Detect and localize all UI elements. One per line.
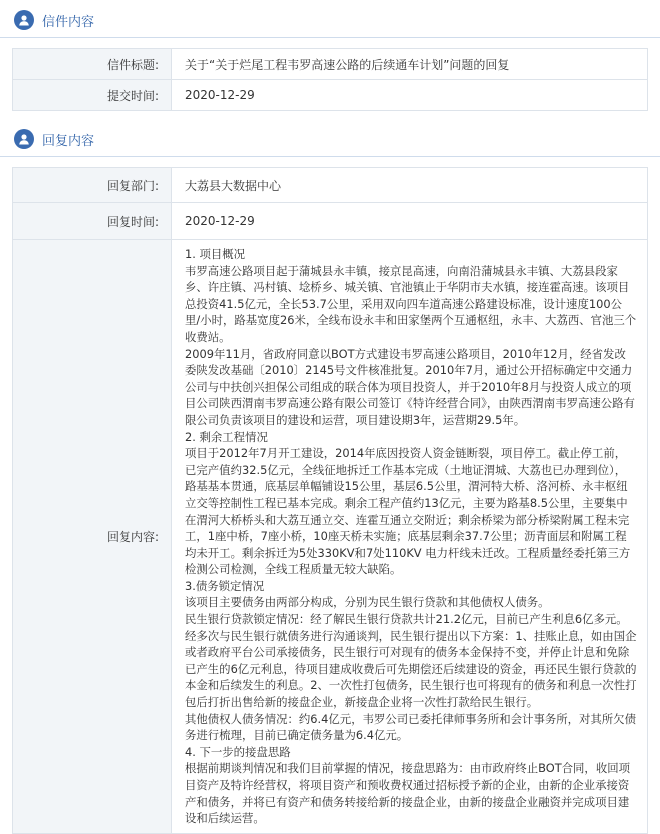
reply-content — [172, 240, 648, 834]
table-row — [13, 203, 648, 240]
section-divider — [0, 37, 660, 38]
reply-paragraph: 2. 剩余工程情况 — [185, 429, 268, 444]
reply-dept-value: 大荔县大数据中心 — [172, 168, 648, 203]
letter-section-title: 信件内容 — [42, 14, 95, 30]
user-icon — [14, 10, 34, 30]
reply-paragraph: 项目于2012年7月开工建设，2014年底因投资人资金链断裂，项目停工。截止停工前，已完产值约32.5亿元，全线征地拆迁工作基本完成（土地证渭城、大荔也已办理到位），路基基本贯通，底基层单幅铺设15公里，基层6.5公里，渭河特大桥、洛河桥、永丰枢纽立交等控制性工程已基本完成。剩余工程产值约13亿元，主要为路基8.5公里，主要集中在渭河大桥桥头和大荔互通立交、连霍互通立交附近；剩余桥梁为部分桥梁附属工程未完工，1座中桥，7座小桥，10座天桥未实施；底基层剩余37.7公里；沥青面层和附属工程均未开工。剩余拆迁为5处330KV和7处110KV 电力杆线未迁改。工程质量经委托第三方检测公司检测，全线工程质量无较大缺陷。 — [185, 446, 631, 577]
reply-paragraph: 1. 项目概况 — [185, 247, 246, 261]
letter-section-header — [0, 6, 660, 34]
reply-section-title: 回复内容 — [42, 133, 95, 149]
submit-time-value: 2020-12-29 — [172, 80, 648, 111]
table-row — [13, 49, 648, 80]
letter-table — [12, 48, 648, 111]
subject-value: 关于“关于烂尾工程韦罗高速公路的后续通车计划”问题的回复 — [172, 49, 648, 80]
subject-label: 信件标题: — [13, 49, 172, 80]
table-row — [13, 168, 648, 203]
section-divider — [0, 156, 660, 157]
reply-paragraph: 其他债权人债务情况：约6.4亿元，韦罗公司已委托律师事务所和会计事务所，对其所欠债务进行梳理，目前已确定债务量为6.4亿元。 — [185, 711, 636, 743]
reply-paragraph: 该项目主要债务由两部分构成，分别为民生银行贷款和其他债权人债务。 — [185, 595, 550, 610]
reply-table — [12, 167, 648, 834]
reply-paragraph: 根据前期谈判情况和我们目前掌握的情况，接盘思路为：由市政府终止BOT合同，收回项目资产及特许经营权，将项目资产和预收费权通过招标授予新的企业，由新的企业承接资产和债务，并将已有资产和债务转接给新的接盘企业，由新的接盘企业融资并完成项目建设和后续运营。 — [185, 761, 630, 826]
table-row — [13, 240, 648, 834]
submit-time-label: 提交时间: — [13, 80, 172, 111]
reply-content-label: 回复内容: — [13, 240, 172, 834]
reply-paragraph: 民生银行贷款锁定情况：经了解民生银行贷款共计21.2亿元，目前已产生利息6亿多元。经多次与民生银行就债务进行沟通谈判，民生银行提出以下方案：1、挂账止息，如由国企或者政府平台公司承接债务，民生银行可对现有的债务本金保持不变，并停止计息和免除已产生的6亿元利息，待项目建成收费后可先期偿还后续建设的资金，再还民生银行贷款的本金和后续发生的利息。2、一次性打包债务，民生银行也可将现有的债务和利息一次性打包后打折出售给新的接盘企业，新接盘企业将一次性打款给民生银行。 — [185, 612, 637, 710]
reply-paragraph: 2009年11月，省政府同意以BOT方式建设韦罗高速公路项目，2010年12月，经省发改委陕发改基础〔2010〕2145号文件核准批复。2010年7月，通过公开招标确定中交通力公司与中扶创兴担保公司组成的联合体为项目投资人，并于2010年8月与投资人成立的项目公司陕西渭南韦罗高速公路有限公司签订《特许经营合同》，由陕西渭南韦罗高速公路有限公司负责该项目的建设和运营，项目建设期3年，运营期29.5年。 — [185, 346, 635, 427]
reply-paragraph: 4. 下一步的接盘思路 — [185, 744, 291, 759]
reply-time-label: 回复时间: — [13, 203, 172, 240]
user-icon — [14, 129, 34, 149]
reply-paragraph: 韦罗高速公路项目起于蒲城县永丰镇，接京昆高速，向南沿蒲城县永丰镇、大荔县段家乡、许庄镇、冯村镇、埝桥乡、城关镇、官池镇止于华阴市夫水镇，接连霍高速。该项目总投资41.5亿元，全长53.7公里，采用双向四车道高速公路建设标准，设计速度100公里/小时，路基宽度26米，全线布设永丰和田家堡两个互通枢纽，永丰、大荔西、官池三个收费站。 — [185, 263, 637, 344]
reply-section-header — [0, 125, 660, 153]
table-row — [13, 80, 648, 111]
reply-paragraph: 3.债务锁定情况 — [185, 578, 265, 593]
reply-dept-label: 回复部门: — [13, 168, 172, 203]
reply-time-value: 2020-12-29 — [172, 203, 648, 240]
